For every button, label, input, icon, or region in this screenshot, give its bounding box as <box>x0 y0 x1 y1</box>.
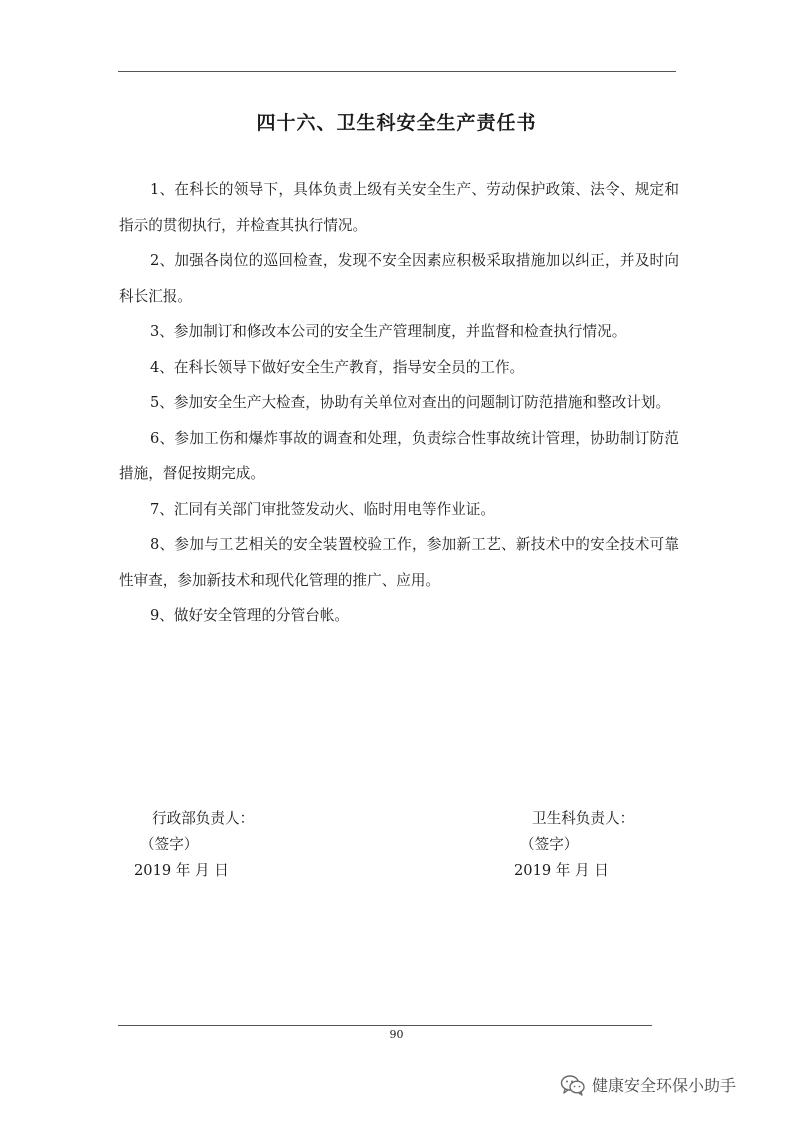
watermark-text: 健康安全环保小助手 <box>592 1076 737 1095</box>
clause-1: 1、在科长的领导下，具体负责上级有关安全生产、劳动保护政策、法令、规定和指示的贯彻执行，并检查其执行情况。 <box>119 181 679 234</box>
clause-2: 2、加强各岗位的巡回检查，发现不安全因素应积极采取措施加以纠正，并及时向科长汇报。 <box>119 252 679 305</box>
footer-rule <box>118 1025 652 1026</box>
wechat-icon <box>560 1074 586 1096</box>
clause-8: 8、参加与工艺相关的安全装置校验工作，参加新工艺、新技术中的安全技术可靠性审查，参加新技术和现代化管理的推广、应用。 <box>119 536 679 589</box>
signature-sign-admin: （签字） <box>140 836 199 853</box>
signature-label-health: 卫生科负责人： <box>532 810 635 827</box>
header-rule <box>118 71 676 72</box>
document-title: 四十六、卫生科安全生产责任书 <box>256 112 537 134</box>
signature-label-admin: 行政部负责人： <box>152 810 255 827</box>
page-number: 90 <box>389 1028 404 1041</box>
clause-4: 4、在科长领导下做好安全生产教育，指导安全员的工作。 <box>150 358 525 376</box>
document-body <box>119 172 679 634</box>
signature-block-health <box>514 806 634 884</box>
signature-sign-health: （签字） <box>520 836 579 853</box>
clause-3: 3、参加制订和修改本公司的安全生产管理制度，并监督和检查执行情况。 <box>150 323 627 340</box>
signature-block-admin <box>134 806 254 884</box>
clause-6: 6、参加工伤和爆炸事故的调查和处理，负责综合性事故统计管理，协助制订防范措施，督促按期完成。 <box>119 429 679 482</box>
signature-date-health: 2019 年 月 日 <box>514 862 609 879</box>
watermark <box>560 1073 736 1096</box>
clause-9: 9、做好安全管理的分管台帐。 <box>150 607 350 624</box>
signature-date-admin: 2019 年 月 日 <box>134 862 229 879</box>
clause-7: 7、汇同有关部门审批签发动火、临时用电等作业证。 <box>150 500 495 518</box>
clause-5: 5、参加安全生产大检查，协助有关单位对查出的问题制订防范措施和整改计划。 <box>150 394 671 411</box>
